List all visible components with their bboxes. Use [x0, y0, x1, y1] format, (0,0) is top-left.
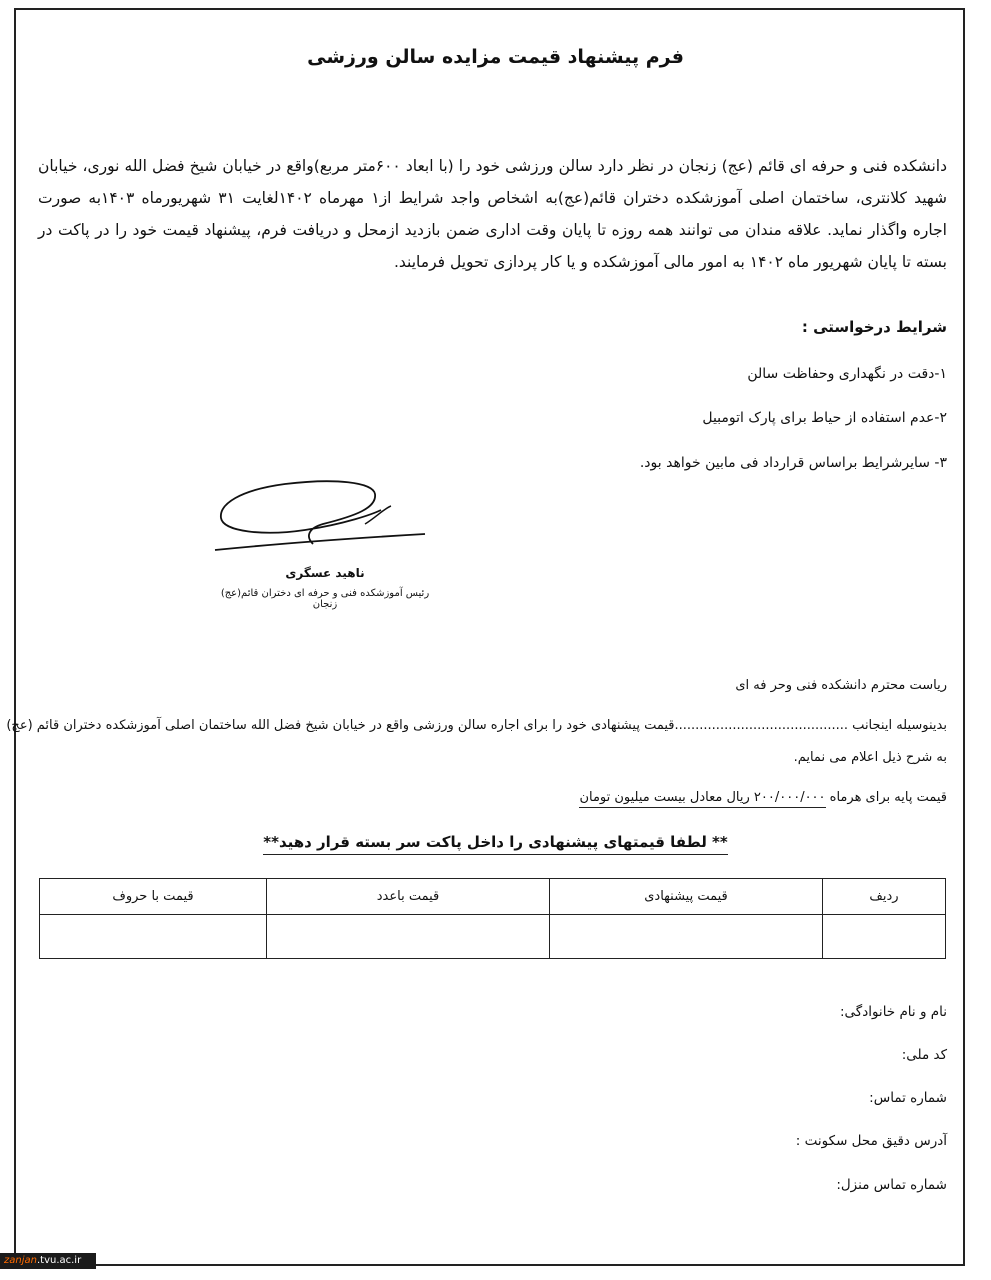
envelope-notice: [0, 833, 991, 851]
condition-item-3: ۳- سایرشرایط براساس قرارداد فی مابین خواهد بود.: [639, 455, 947, 471]
offer-line-1: بدینوسیله اینجانب ..........................................قیمت پیشنهادی خود را برای اجاره سالن ورزشی واقع در خیابان شیخ فضل الله ساختمان اصلی آموزشکده دختران قائم (عج): [6, 718, 947, 733]
table-row: [40, 915, 946, 959]
intro-paragraph: دانشکده فنی و حرفه ای قائم (عج) زنجان در نظر دارد سالن ورزشی خود را (با ابعاد ۶۰۰متر مربع)واقع در خیابان شیخ فضل الله نوری، خیابان شهید کلانتری، ساختمان اصلی آموزشکده دختران قائم(عج)به اشخاص واجد شرایط از۱ مهرماه ۱۴۰۲لغایت ۳۱ شهریورماه ۱۴۰۳به صورت اجاره واگذار نماید. علاقه مندان می توانند همه روزه تا پایان وقت اداری ضمن بازدید ازمحل و دریافت فرم، پیشنهاد قیمت خود را در پاکت در بسته تا پایان شهریور ماه ۱۴۰۲ به امور مالی آموزشکده و یا کار پردازی تحویل فرمایند.: [38, 157, 948, 271]
addressee-line: ریاست محترم دانشکده فنی وحر فه ای: [735, 678, 947, 693]
table-header-row: [40, 879, 946, 915]
condition-item-1: ۱-دقت در نگهداری وحفاظت سالن: [747, 366, 947, 382]
header-row-number: ردیف: [823, 879, 946, 915]
signature-image: [205, 478, 430, 560]
signer-role: رئیس آموزشکده فنی و حرفه ای دختران قائم(عج) زنجان: [220, 588, 430, 610]
header-proposed-price: قیمت پیشنهادی: [550, 879, 823, 915]
cell-proposed-price[interactable]: [550, 915, 823, 959]
offer-line-2: به شرح ذیل اعلام می نمایم.: [793, 750, 947, 765]
watermark-domain: .tvu.ac.ir: [36, 1255, 82, 1266]
base-price-label: قیمت پایه برای هرماه: [825, 790, 947, 805]
signer-name: ناهید عسگری: [285, 566, 365, 580]
field-address: آدرس دقیق محل سکونت :: [795, 1133, 947, 1149]
field-home-phone: شماره تماس منزل:: [836, 1177, 947, 1193]
page-title: فرم پیشنهاد قیمت مزایده سالن ورزشی: [307, 46, 684, 68]
header-price-in-digits: قیمت باعدد: [267, 879, 550, 915]
field-phone: شماره تماس:: [869, 1090, 947, 1106]
base-price-amount: ۲۰۰/۰۰۰/۰۰۰ ریال معادل بیست میلیون تومان: [579, 790, 825, 808]
envelope-notice-text: ** لطفا قیمتهای پیشنهادی را داخل پاکت سر بسته قرار دهید**: [263, 833, 728, 855]
field-full-name: نام و نام خانوادگی:: [839, 1004, 947, 1020]
cell-row-number[interactable]: [823, 915, 946, 959]
cell-price-in-digits[interactable]: [267, 915, 550, 959]
cell-price-in-words[interactable]: [40, 915, 267, 959]
header-price-in-words: قیمت با حروف: [40, 879, 267, 915]
watermark-name: zanjan: [4, 1255, 37, 1266]
conditions-heading: شرایط درخواستی :: [801, 318, 947, 336]
base-price-line: [579, 790, 947, 805]
field-national-id: کد ملی:: [901, 1047, 947, 1063]
offer-table: [39, 878, 946, 959]
site-watermark: [0, 1253, 96, 1269]
condition-item-2: ۲-عدم استفاده از حیاط برای پارک اتومبیل: [702, 410, 947, 426]
